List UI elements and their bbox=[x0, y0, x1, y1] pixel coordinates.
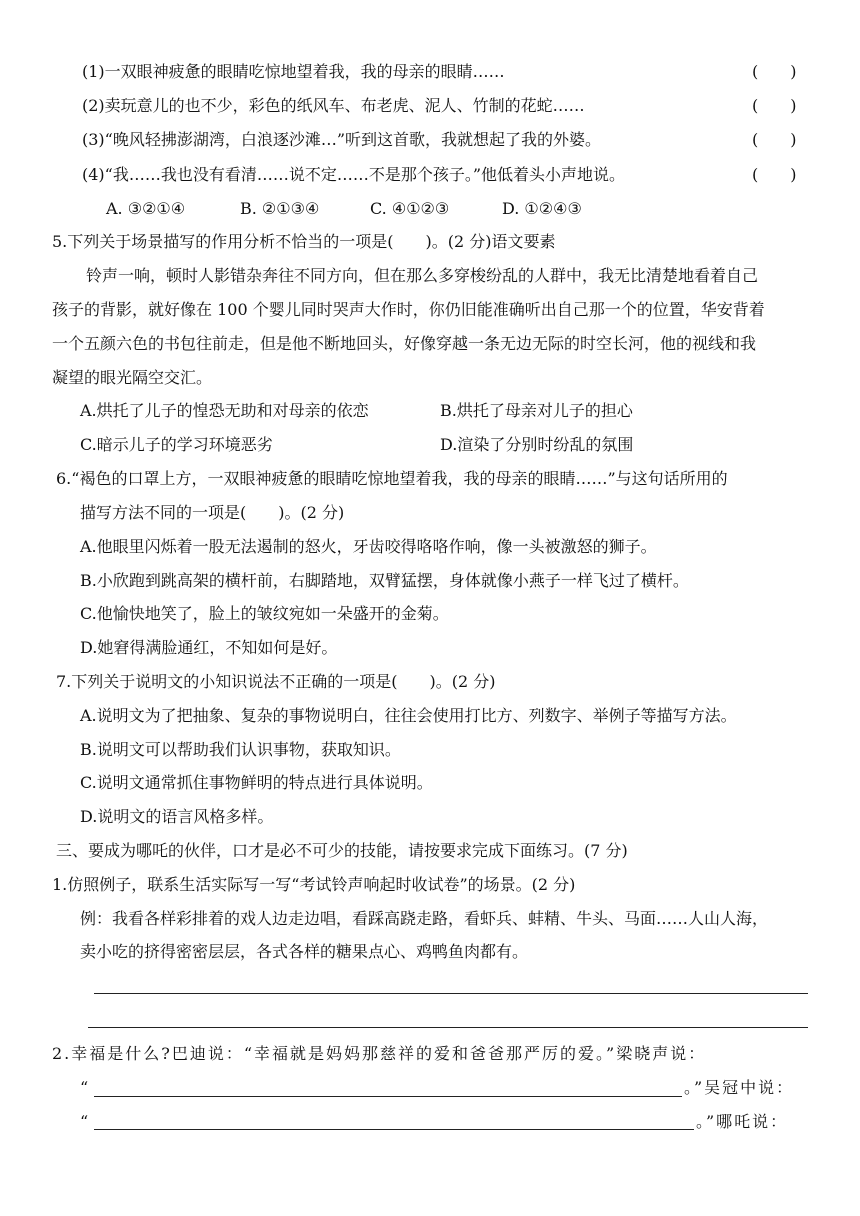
open-quote: “ bbox=[80, 1112, 89, 1131]
q6-option-a[interactable]: A.他眼里闪烁着一股无法遏制的怒火，牙齿咬得咯咯作响，像一头被激怒的狮子。 bbox=[80, 537, 657, 556]
q6-option-c[interactable]: C.他愉快地笑了，脸上的皱纹宛如一朵盛开的金菊。 bbox=[80, 604, 449, 623]
answer-blank[interactable]: ( ) bbox=[752, 165, 797, 184]
q7-option-b[interactable]: B.说明文可以帮助我们认识事物，获取知识。 bbox=[80, 740, 401, 759]
q5-passage-line-3: 一个五颜六色的书包往前走，但是他不断地回头，好像穿越一条无边无际的时空长河，他的视线和我 bbox=[52, 334, 757, 353]
q6-stem-line-1: 6.“褐色的口罩上方，一双眼神疲惫的眼睛吃惊地望着我，我的母亲的眼睛……”与这句话所用的 bbox=[56, 469, 728, 488]
s3-q1-example-line-2: 卖小吃的挤得密密层层，各式各样的糖果点心、鸡鸭鱼肉都有。 bbox=[80, 942, 529, 961]
close-quote-1: 。”吴冠中说： bbox=[684, 1078, 795, 1097]
q7-option-c[interactable]: C.说明文通常抓住事物鲜明的特点进行具体说明。 bbox=[80, 773, 433, 792]
answer-blank[interactable]: ( ) bbox=[752, 130, 797, 149]
q5-option-a[interactable]: A.烘托了儿子的惶恐无助和对母亲的依恋 bbox=[80, 401, 369, 420]
answer-blank[interactable]: ( ) bbox=[752, 62, 797, 81]
q5-option-c[interactable]: C.暗示儿子的学习环境恶劣 bbox=[80, 435, 273, 454]
q4-item-4: (4)“我……我也没有看清……说不定……不是那个孩子。”他低着头小声地说。 bbox=[82, 165, 626, 184]
answer-blank[interactable]: ( ) bbox=[752, 96, 797, 115]
section-3-heading: 三、要成为哪吒的伙伴，口才是必不可少的技能，请按要求完成下面练习。(7 分) bbox=[56, 841, 628, 860]
open-quote: “ bbox=[80, 1078, 89, 1097]
q7-option-a[interactable]: A.说明文为了把抽象、复杂的事物说明白，往往会使用打比方、列数字、举例子等描写方法。 bbox=[80, 706, 737, 725]
q4-option-b[interactable]: B. ②①③④ bbox=[240, 199, 320, 218]
answer-line-2[interactable] bbox=[88, 1027, 808, 1028]
q5-passage-line-1: 铃声一响，顿时人影错杂奔往不同方向，但在那么多穿梭纷乱的人群中，我无比清楚地看着自己 bbox=[86, 266, 759, 285]
q4-item-1: (1)一双眼神疲惫的眼睛吃惊地望着我，我的母亲的眼睛…… bbox=[82, 62, 505, 81]
q5-option-d[interactable]: D.渲染了分别时纷乱的氛围 bbox=[440, 435, 634, 454]
q6-option-b[interactable]: B.小欣跑到跳高架的横杆前，右脚踏地，双臂猛摆，身体就像小燕子一样飞过了横杆。 bbox=[80, 571, 689, 590]
q6-option-d[interactable]: D.她窘得满脸通红，不知如何是好。 bbox=[80, 638, 338, 657]
q4-item-2: (2)卖玩意儿的也不少，彩色的纸风车、布老虎、泥人、竹制的花蛇…… bbox=[82, 96, 585, 115]
s3-q1-stem: 1.仿照例子，联系生活实际写一写“考试铃声响起时收试卷”的场景。(2 分) bbox=[52, 875, 576, 894]
q4-item-3: (3)“晚风轻拂澎湖湾，白浪逐沙滩…”听到这首歌，我就想起了我的外婆。 bbox=[82, 130, 602, 149]
q4-option-d[interactable]: D. ①②④③ bbox=[502, 199, 582, 218]
q4-option-a[interactable]: A. ③②①④ bbox=[106, 199, 186, 218]
q6-stem-line-2: 描写方法不同的一项是( )。(2 分) bbox=[80, 503, 345, 522]
q4-option-c[interactable]: C. ④①②③ bbox=[370, 199, 450, 218]
answer-line-3[interactable] bbox=[94, 1096, 682, 1097]
q7-option-d[interactable]: D.说明文的语言风格多样。 bbox=[80, 807, 274, 826]
q5-passage-line-2: 孩子的背影，就好像在 100 个婴儿同时哭声大作时，你仍旧能准确听出自己那一个的位置，华安背着 bbox=[52, 300, 765, 319]
q5-stem: 5.下列关于场景描写的作用分析不恰当的一项是( )。(2 分)语文要素 bbox=[52, 232, 556, 251]
q5-passage-line-4: 凝望的眼光隔空交汇。 bbox=[52, 368, 213, 387]
s3-q1-example-line-1: 例：我看各样彩排着的戏人边走边唱，看踩高跷走路，看虾兵、蚌精、牛头、马面……人山人海， bbox=[80, 909, 769, 928]
q7-stem: 7.下列关于说明文的小知识说法不正确的一项是( )。(2 分) bbox=[56, 672, 496, 691]
q5-option-b[interactable]: B.烘托了母亲对儿子的担心 bbox=[440, 401, 633, 420]
answer-line-4[interactable] bbox=[94, 1129, 694, 1130]
answer-line-1[interactable] bbox=[94, 993, 808, 994]
close-quote-2: 。”哪吒说： bbox=[696, 1112, 789, 1131]
s3-q2-line-1: 2.幸福是什么?巴迪说：“幸福就是妈妈那慈祥的爱和爸爸那严厉的爱。”梁晓声说： bbox=[52, 1044, 707, 1063]
